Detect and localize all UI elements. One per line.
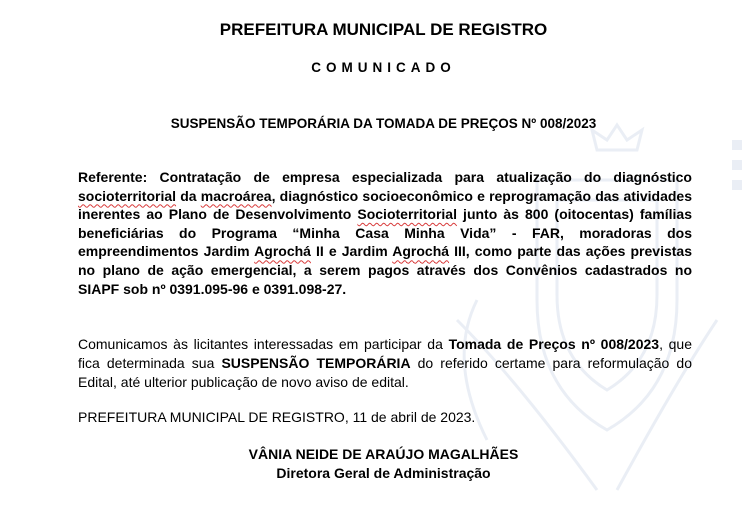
referente-text: Referente: Contratação de empresa especializada para atualização do diagnóstico xyxy=(78,169,692,185)
signatory-name: VÂNIA NEIDE DE ARAÚJO MAGALHÃES xyxy=(248,446,519,462)
notice-heading: SUSPENSÃO TEMPORÁRIA DA TOMADA DE PREÇOS Nº 008/2023 xyxy=(170,116,597,131)
suspension-label: SUSPENSÃO TEMPORÁRIA xyxy=(221,354,411,371)
referente-text: da xyxy=(176,187,201,204)
referente-paragraph xyxy=(78,168,692,298)
signatory-role: Diretora Geral de Administração xyxy=(276,465,491,481)
spellcheck-word: socioterritorial xyxy=(78,187,177,204)
spellcheck-word: Agrochá xyxy=(254,243,311,260)
spellcheck-word: Agrochá xyxy=(392,243,450,260)
communication-text: do referido certame para reformulação do Edital, até ulterior publicação de novo aviso de edital. xyxy=(78,354,692,390)
communication-paragraph xyxy=(78,335,692,391)
referente-text: , diagnóstico socioeconômico e reprogramação das atividades inerentes ao Plano de Desenvolvimento xyxy=(78,187,692,223)
document-type: COMUNICADO xyxy=(311,60,456,75)
tender-reference: Tomada de Preços nº 008/2023 xyxy=(448,336,660,352)
referente-text: III, como parte das ações previstas no plano de ação emergencial, a serem pagos através dos Convênios cadastrados no SIAPF sob nº 0391.095-96 e 0391.098-27. xyxy=(78,243,692,297)
communication-text: Comunicamos às licitantes interessadas em participar da xyxy=(78,336,449,352)
referente-text: II e Jardim xyxy=(310,243,393,260)
spellcheck-word: macroárea xyxy=(200,187,272,204)
referente-text: junto às 800 (oitocentas) famílias beneficiárias do Programa “Minha Casa Minha Vida” - FAR, moradoras dos empreendimentos Jardim xyxy=(78,206,692,260)
date-line: PREFEITURA MUNICIPAL DE REGISTRO, 11 de abril de 2023. xyxy=(78,409,476,425)
spellcheck-word: Socioterritorial xyxy=(357,206,457,223)
page-title: PREFEITURA MUNICIPAL DE REGISTRO xyxy=(219,20,548,39)
communication-text: , que fica determinada sua xyxy=(78,336,693,371)
